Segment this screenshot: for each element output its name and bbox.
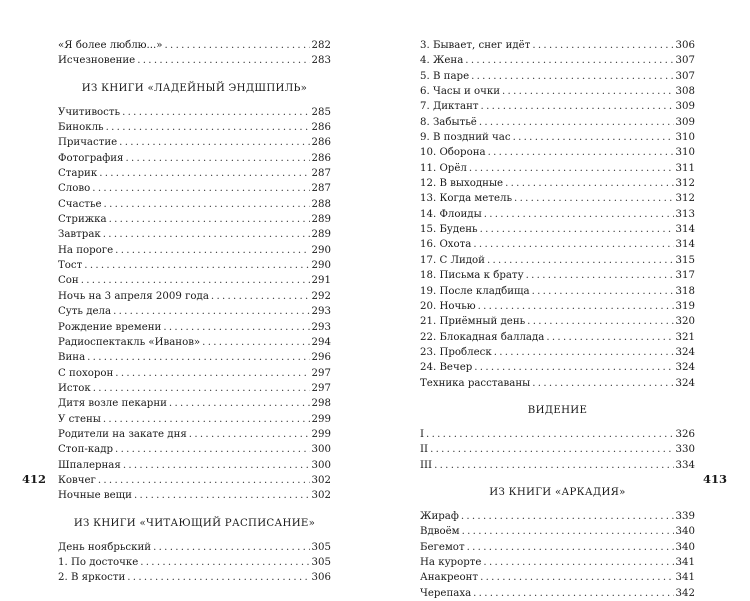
section-heading: ИЗ КНИГИ «ЛАДЕЙНЫЙ ЭНДШПИЛЬ» bbox=[81, 82, 308, 94]
toc-entry bbox=[420, 161, 695, 176]
toc-entry bbox=[420, 99, 695, 114]
dot-leader bbox=[478, 299, 674, 314]
toc-entry bbox=[420, 176, 695, 191]
entry-title: Дитя возле пекарни bbox=[58, 398, 167, 410]
dot-leader bbox=[99, 166, 309, 181]
dot-leader bbox=[474, 360, 673, 375]
entry-title: Ковчег bbox=[58, 474, 96, 486]
entry-title: Исчезновение bbox=[58, 55, 136, 67]
entry-title: Тост bbox=[58, 260, 83, 272]
dot-leader bbox=[484, 207, 674, 222]
entry-title: 11. Орёл bbox=[420, 162, 467, 174]
entry-title: 8. Забытьё bbox=[420, 116, 477, 128]
toc-entry bbox=[420, 130, 695, 145]
toc-entry bbox=[420, 314, 695, 329]
toc-entry bbox=[58, 38, 331, 53]
toc-entry bbox=[58, 396, 331, 411]
toc-entry bbox=[420, 509, 695, 524]
entry-page-number: 300 bbox=[311, 459, 331, 471]
toc-entry bbox=[420, 345, 695, 360]
toc-entry bbox=[420, 299, 695, 314]
toc-entry bbox=[420, 330, 695, 345]
entry-title: 13. Когда метель bbox=[420, 193, 513, 205]
dot-leader bbox=[481, 99, 674, 114]
toc-entry bbox=[58, 181, 331, 196]
entry-title: 7. Диктант bbox=[420, 101, 479, 113]
toc-entry bbox=[420, 253, 695, 268]
entry-page-number: 312 bbox=[675, 178, 695, 190]
dot-leader bbox=[153, 540, 309, 555]
entry-page-number: 285 bbox=[311, 106, 331, 118]
entry-title: III bbox=[420, 459, 433, 471]
entry-title: Стрижка bbox=[58, 214, 107, 226]
dot-leader bbox=[462, 524, 674, 539]
dot-leader bbox=[513, 130, 674, 145]
dot-leader bbox=[430, 442, 673, 457]
dot-leader bbox=[123, 458, 310, 473]
entry-page-number: 298 bbox=[311, 398, 331, 410]
toc-entry bbox=[58, 53, 331, 68]
toc-entry bbox=[58, 412, 331, 427]
section-heading: ИЗ КНИГИ «АРКАДИЯ» bbox=[489, 486, 626, 498]
dot-leader bbox=[483, 555, 673, 570]
entry-title: Учитивость bbox=[58, 106, 121, 118]
dot-leader bbox=[137, 53, 309, 68]
entry-page-number: 296 bbox=[311, 352, 331, 364]
toc-entry bbox=[58, 258, 331, 273]
entry-page-number: 293 bbox=[311, 321, 331, 333]
dot-leader bbox=[526, 268, 674, 283]
entry-page-number: 287 bbox=[311, 183, 331, 195]
entry-page-number: 319 bbox=[675, 300, 695, 312]
toc-entry bbox=[420, 442, 695, 457]
entry-title: Суть дела bbox=[58, 306, 112, 318]
entry-title: Радиоспектакль «Иванов» bbox=[58, 336, 201, 348]
dot-leader bbox=[473, 586, 673, 601]
entry-page-number: 283 bbox=[311, 55, 331, 67]
toc-entry bbox=[420, 540, 695, 555]
entry-title: У стены bbox=[58, 413, 101, 425]
entry-title: II bbox=[420, 444, 429, 456]
entry-title: 2. В яркости bbox=[58, 572, 126, 584]
entry-title: Жираф bbox=[420, 510, 459, 522]
entry-page-number: 324 bbox=[675, 377, 695, 389]
entry-title: Бинокль bbox=[58, 122, 104, 134]
entry-title: 10. Оборона bbox=[420, 147, 486, 159]
dot-leader bbox=[189, 427, 310, 442]
dot-leader bbox=[465, 53, 673, 68]
entry-page-number: 297 bbox=[311, 367, 331, 379]
toc-entry bbox=[420, 207, 695, 222]
dot-leader bbox=[115, 243, 309, 258]
dot-leader bbox=[119, 135, 309, 150]
entry-title: Исток bbox=[58, 382, 91, 394]
page-number-left: 412 bbox=[22, 472, 47, 486]
entry-title: 17. С Лидой bbox=[420, 254, 485, 266]
entry-page-number: 324 bbox=[675, 346, 695, 358]
dot-leader bbox=[169, 396, 310, 411]
entry-title: Завтрак bbox=[58, 229, 101, 241]
entry-page-number: 310 bbox=[675, 147, 695, 159]
toc-entry bbox=[58, 335, 331, 350]
entry-page-number: 305 bbox=[311, 541, 331, 553]
dot-leader bbox=[163, 320, 309, 335]
entry-page-number: 299 bbox=[311, 413, 331, 425]
toc-entry bbox=[58, 197, 331, 212]
toc-entry bbox=[420, 268, 695, 283]
entry-title: 21. Приёмный день bbox=[420, 316, 526, 328]
toc-entry bbox=[420, 376, 695, 391]
entry-page-number: 292 bbox=[311, 290, 331, 302]
entry-page-number: 339 bbox=[675, 510, 695, 522]
section-heading: ИЗ КНИГИ «ЧИТАЮЩИЙ РАСПИСАНИЕ» bbox=[73, 517, 316, 529]
toc-entry bbox=[420, 191, 695, 206]
entry-page-number: 305 bbox=[311, 556, 331, 568]
dot-leader bbox=[98, 473, 310, 488]
dot-leader bbox=[103, 412, 310, 427]
dot-leader bbox=[165, 38, 310, 53]
entry-title: I bbox=[420, 428, 425, 440]
entry-title: Фотография bbox=[58, 152, 124, 164]
entry-page-number: 290 bbox=[311, 260, 331, 272]
dot-leader bbox=[494, 345, 674, 360]
entry-page-number: 307 bbox=[675, 70, 695, 82]
entry-title: 12. В выходные bbox=[420, 178, 504, 190]
entry-title: 14. Флоиды bbox=[420, 208, 482, 220]
toc-entry bbox=[420, 555, 695, 570]
toc-entry bbox=[420, 284, 695, 299]
entry-page-number: 330 bbox=[675, 444, 695, 456]
entry-page-number: 291 bbox=[311, 275, 331, 287]
toc-entry bbox=[420, 222, 695, 237]
entry-page-number: 297 bbox=[311, 382, 331, 394]
toc-entry bbox=[420, 38, 695, 53]
toc-entry bbox=[58, 304, 331, 319]
entry-page-number: 289 bbox=[311, 229, 331, 241]
entry-title: Старик bbox=[58, 168, 98, 180]
dot-leader bbox=[93, 381, 310, 396]
dot-leader bbox=[527, 314, 673, 329]
entry-page-number: 293 bbox=[311, 306, 331, 318]
entry-page-number: 302 bbox=[311, 474, 331, 486]
entry-title: Стоп-кадр bbox=[58, 444, 114, 456]
entry-title: 6. Часы и очки bbox=[420, 86, 501, 98]
entry-page-number: 341 bbox=[675, 556, 695, 568]
toc-entry bbox=[420, 458, 695, 473]
dot-leader bbox=[434, 458, 673, 473]
entry-title: Анакреонт bbox=[420, 572, 479, 584]
entry-title: Шпалерная bbox=[58, 459, 121, 471]
entry-title: Сон bbox=[58, 275, 79, 287]
toc-entry bbox=[58, 320, 331, 335]
entry-page-number: 306 bbox=[675, 40, 695, 51]
entry-title: Рождение времени bbox=[58, 321, 162, 333]
entry-title: Черепаха bbox=[420, 587, 472, 599]
entry-page-number: 334 bbox=[675, 459, 695, 471]
toc-entry bbox=[58, 488, 331, 503]
dot-leader bbox=[125, 151, 309, 166]
entry-page-number: 287 bbox=[311, 168, 331, 180]
toc-entry bbox=[420, 570, 695, 585]
entry-page-number: 310 bbox=[675, 132, 695, 144]
dot-leader bbox=[546, 330, 673, 345]
entry-page-number: 320 bbox=[675, 316, 695, 328]
entry-page-number: 326 bbox=[675, 428, 695, 440]
entry-title: 19. После кладбища bbox=[420, 285, 530, 297]
toc-entry bbox=[58, 120, 331, 135]
entry-title: Вдвоём bbox=[420, 526, 460, 538]
toc-entry bbox=[58, 458, 331, 473]
dot-leader bbox=[103, 227, 310, 242]
dot-leader bbox=[134, 488, 310, 503]
entry-page-number: 294 bbox=[311, 336, 331, 348]
dot-leader bbox=[514, 191, 674, 206]
toc-entry bbox=[58, 540, 331, 555]
toc-entry bbox=[58, 350, 331, 365]
entry-page-number: 288 bbox=[311, 198, 331, 210]
entry-title: Родители на закате дня bbox=[58, 428, 187, 440]
dot-leader bbox=[488, 145, 674, 160]
entry-page-number: 290 bbox=[311, 244, 331, 256]
toc-entry bbox=[58, 366, 331, 381]
dot-leader bbox=[505, 176, 673, 191]
toc-entry bbox=[420, 237, 695, 252]
entry-title: 1. По досточке bbox=[58, 556, 139, 568]
entry-page-number: 340 bbox=[675, 526, 695, 538]
toc-entry bbox=[58, 289, 331, 304]
entry-title: 9. В поздний час bbox=[420, 132, 511, 144]
entry-title: Вина bbox=[58, 352, 86, 364]
entry-title: Ночные вещи bbox=[58, 490, 132, 502]
right-page bbox=[375, 0, 750, 599]
toc-entry bbox=[58, 381, 331, 396]
dot-leader bbox=[109, 212, 310, 227]
toc-right bbox=[420, 38, 695, 601]
toc-entry bbox=[58, 227, 331, 242]
entry-page-number: 342 bbox=[675, 587, 695, 599]
entry-title: Слово bbox=[58, 183, 91, 195]
entry-page-number: 309 bbox=[675, 101, 695, 113]
dot-leader bbox=[113, 304, 309, 319]
dot-leader bbox=[461, 509, 674, 524]
toc-entry bbox=[58, 570, 331, 585]
entry-title: На пороге bbox=[58, 244, 114, 256]
entry-page-number: 282 bbox=[311, 40, 331, 51]
toc-entry bbox=[420, 427, 695, 442]
entry-page-number: 317 bbox=[675, 270, 695, 282]
toc-entry bbox=[58, 427, 331, 442]
dot-leader bbox=[211, 289, 310, 304]
entry-title: Техника расставаны bbox=[420, 377, 531, 389]
dot-leader bbox=[426, 427, 674, 442]
entry-page-number: 289 bbox=[311, 214, 331, 226]
toc-entry bbox=[58, 442, 331, 457]
toc-entry bbox=[58, 135, 331, 150]
dot-leader bbox=[92, 181, 309, 196]
toc-entry bbox=[420, 524, 695, 539]
dot-leader bbox=[84, 258, 309, 273]
left-page bbox=[0, 0, 375, 584]
page-number-right: 413 bbox=[703, 472, 728, 486]
toc-entry bbox=[58, 166, 331, 181]
toc-entry bbox=[58, 273, 331, 288]
dot-leader bbox=[469, 161, 674, 176]
dot-leader bbox=[106, 120, 310, 135]
toc-entry bbox=[420, 84, 695, 99]
entry-title: С похорон bbox=[58, 367, 114, 379]
entry-page-number: 286 bbox=[311, 152, 331, 164]
toc-entry bbox=[58, 243, 331, 258]
dot-leader bbox=[471, 69, 673, 84]
toc-entry bbox=[420, 69, 695, 84]
toc-entry bbox=[58, 105, 331, 120]
entry-title: 16. Охота bbox=[420, 239, 472, 251]
entry-title: День ноябрьский bbox=[58, 541, 152, 553]
entry-page-number: 300 bbox=[311, 444, 331, 456]
entry-title: 18. Письма к брату bbox=[420, 270, 524, 282]
entry-page-number: 340 bbox=[675, 541, 695, 553]
entry-title: Причастие bbox=[58, 137, 118, 149]
entry-page-number: 315 bbox=[675, 254, 695, 266]
toc-entry bbox=[58, 151, 331, 166]
dot-leader bbox=[127, 570, 309, 585]
dot-leader bbox=[87, 350, 309, 365]
dot-leader bbox=[487, 253, 674, 268]
entry-title: 5. В паре bbox=[420, 70, 470, 82]
dot-leader bbox=[467, 540, 674, 555]
section-heading: ВИДЕНИЕ bbox=[527, 404, 588, 416]
dot-leader bbox=[473, 237, 673, 252]
entry-title: 15. Будень bbox=[420, 224, 478, 236]
entry-title: «Я более люблю...» bbox=[58, 40, 163, 51]
dot-leader bbox=[104, 197, 310, 212]
entry-title: 24. Вечер bbox=[420, 362, 473, 374]
entry-page-number: 309 bbox=[675, 116, 695, 128]
entry-title: Ночь на 3 апреля 2009 года bbox=[58, 290, 209, 302]
entry-page-number: 324 bbox=[675, 362, 695, 374]
entry-page-number: 313 bbox=[675, 208, 695, 220]
entry-title: 22. Блокадная баллада bbox=[420, 331, 545, 343]
entry-page-number: 314 bbox=[675, 224, 695, 236]
dot-leader bbox=[480, 570, 673, 585]
dot-leader bbox=[532, 376, 673, 391]
entry-page-number: 311 bbox=[675, 162, 695, 174]
dot-leader bbox=[81, 273, 310, 288]
entry-page-number: 302 bbox=[311, 490, 331, 502]
dot-leader bbox=[532, 38, 673, 53]
entry-title: На курорте bbox=[420, 556, 482, 568]
dot-leader bbox=[115, 366, 309, 381]
entry-page-number: 341 bbox=[675, 572, 695, 584]
toc-entry bbox=[420, 145, 695, 160]
dot-leader bbox=[532, 284, 674, 299]
dot-leader bbox=[202, 335, 309, 350]
entry-page-number: 321 bbox=[675, 331, 695, 343]
entry-page-number: 306 bbox=[311, 572, 331, 584]
entry-title: 3. Бывает, снег идёт bbox=[420, 40, 531, 51]
entry-page-number: 299 bbox=[311, 428, 331, 440]
dot-leader bbox=[502, 84, 674, 99]
dot-leader bbox=[122, 105, 309, 120]
entry-page-number: 312 bbox=[675, 193, 695, 205]
dot-leader bbox=[115, 442, 310, 457]
dot-leader bbox=[480, 222, 674, 237]
entry-title: Счастье bbox=[58, 198, 102, 210]
entry-page-number: 307 bbox=[675, 55, 695, 67]
toc-entry bbox=[58, 555, 331, 570]
dot-leader bbox=[479, 115, 674, 130]
toc-left bbox=[58, 38, 331, 586]
toc-entry bbox=[420, 115, 695, 130]
toc-entry bbox=[420, 53, 695, 68]
dot-leader bbox=[140, 555, 309, 570]
toc-entry bbox=[58, 473, 331, 488]
entry-page-number: 286 bbox=[311, 137, 331, 149]
entry-page-number: 286 bbox=[311, 122, 331, 134]
entry-page-number: 314 bbox=[675, 239, 695, 251]
entry-title: 20. Ночью bbox=[420, 300, 476, 312]
entry-page-number: 318 bbox=[675, 285, 695, 297]
entry-page-number: 308 bbox=[675, 86, 695, 98]
entry-title: 4. Жена bbox=[420, 55, 464, 67]
entry-title: 23. Проблеск bbox=[420, 346, 492, 358]
toc-entry bbox=[420, 360, 695, 375]
entry-title: Бегемот bbox=[420, 541, 465, 553]
toc-entry bbox=[58, 212, 331, 227]
toc-entry bbox=[420, 586, 695, 601]
